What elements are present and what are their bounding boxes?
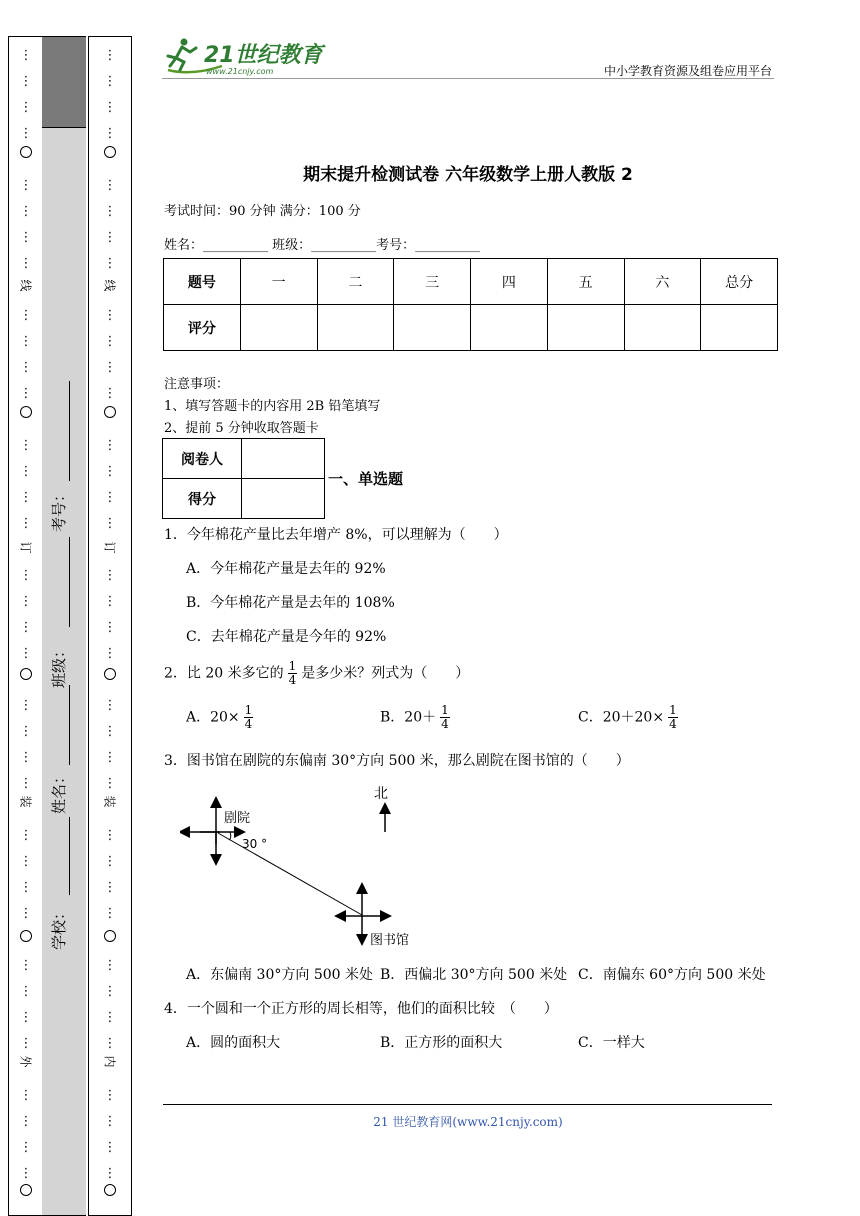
question-4-stem: 4．一个圆和一个正方形的周长相等，他们的面积比较 （ ） [164, 1001, 558, 1017]
outer-binding-strip [8, 36, 44, 1216]
binding-dots: ⋮ [103, 464, 117, 479]
binding-dots: ⋮ [103, 828, 117, 843]
binding-dots: ⋮ [103, 178, 117, 193]
outer-binding-char: 外 [18, 1055, 33, 1068]
question-3-stem: 3．图书馆在剧院的东偏南 30°方向 500 米，那么剧院在图书馆的（ ） [164, 753, 630, 769]
score-table-score-row [164, 305, 778, 351]
score-header-cell: 四 [471, 259, 548, 305]
score-header-cell: 二 [317, 259, 394, 305]
notes-item: 1、填写答题卡的内容用 2B 铅笔填写 [164, 399, 381, 414]
theater-label: 剧院 [224, 811, 251, 826]
binding-dots: ⋮ [103, 1166, 117, 1181]
binding-dots: ⋮ [19, 906, 33, 921]
notes [164, 374, 380, 440]
student-info-line: 姓名：__________ 班级：__________考号：__________ [164, 238, 481, 253]
field-school: 学校： [50, 904, 69, 951]
grader-table [162, 438, 325, 519]
binding-dots: ⋮ [19, 386, 33, 401]
fraction: $\frac{1}{4}$ [669, 703, 677, 731]
binding-dots: ⋮ [103, 230, 117, 245]
binding-dots: ⋮ [103, 906, 117, 921]
binding-dots: ⋮ [19, 750, 33, 765]
binding-dots: ⋮ [103, 100, 117, 115]
question-2-stem-part: 是多少米？列式为（ ） [301, 665, 470, 682]
angle-label: 30 ° [242, 837, 268, 851]
binding-dots: ⋮ [19, 74, 33, 89]
question-1-stem: 1．今年棉花产量比去年增产 8%，可以理解为（ ） [164, 527, 508, 543]
score-cell[interactable] [240, 305, 317, 351]
binding-ring-icon [104, 1184, 116, 1196]
binding-dots: ⋮ [19, 594, 33, 609]
binding-dots: ⋮ [103, 1036, 117, 1051]
footer-text: 21 世纪教育网(www.21cnjy.com) [373, 1115, 563, 1129]
notes-item: 2、提前 5 分钟收取答题卡 [164, 421, 319, 436]
question-1-option-b[interactable]: B．今年棉花产量是去年的 108% [186, 595, 395, 611]
binding-dots: ⋮ [19, 1036, 33, 1051]
question-3-option-b[interactable]: B．西偏北 30°方向 500 米处 [380, 967, 568, 983]
student-info-strip [42, 36, 86, 1216]
binding-dots: ⋮ [19, 308, 33, 323]
binding-dots: ⋮ [103, 1140, 117, 1155]
binding-dots: ⋮ [19, 126, 33, 141]
score-header-cell: 总分 [701, 259, 778, 305]
binding-dots: ⋮ [19, 984, 33, 999]
inner-binding-char: 装 [102, 795, 117, 808]
binding-dots: ⋮ [103, 984, 117, 999]
outer-binding-char: 线 [18, 279, 33, 292]
field-name: 姓名： [50, 768, 69, 815]
binding-ring-icon [20, 406, 32, 418]
binding-dots: ⋮ [19, 1114, 33, 1129]
brand-name: 21世纪教育 [204, 43, 323, 68]
binding-dots: ⋮ [19, 100, 33, 115]
binding-dots: ⋮ [103, 490, 117, 505]
inner-binding-strip [88, 36, 132, 1216]
binding-dots: ⋮ [103, 750, 117, 765]
binding-dots: ⋮ [103, 1114, 117, 1129]
binding-dots: ⋮ [103, 74, 117, 89]
north-label: 北 [374, 786, 388, 802]
fraction: $\frac{1}{4}$ [244, 703, 253, 731]
question-4-option-a[interactable]: A．圆的面积大 [186, 1035, 281, 1051]
connecting-line [218, 833, 362, 915]
binding-dots: ⋮ [103, 854, 117, 869]
binding-dots: ⋮ [19, 880, 33, 895]
binding-dots: ⋮ [19, 1140, 33, 1155]
question-2-stem [164, 660, 469, 687]
binding-dots: ⋮ [19, 776, 33, 791]
binding-dots: ⋮ [19, 698, 33, 713]
score-cell[interactable] [394, 305, 471, 351]
score-table [163, 258, 778, 351]
binding-dots: ⋮ [19, 438, 33, 453]
grader-score-label: 得分 [163, 479, 242, 519]
section-title: 一、单选题 [328, 470, 404, 488]
score-cell[interactable] [317, 305, 394, 351]
question-1-option-a[interactable]: A．今年棉花产量是去年的 92% [186, 561, 386, 577]
binding-dots: ⋮ [19, 464, 33, 479]
binding-dots: ⋮ [103, 724, 117, 739]
binding-dots: ⋮ [19, 620, 33, 635]
outer-binding-char: 装 [18, 795, 33, 808]
header-tagline: 中小学教育资源及组卷应用平台 [603, 64, 772, 78]
binding-dots: ⋮ [19, 178, 33, 193]
footer-divider [163, 1104, 772, 1105]
binding-dots: ⋮ [19, 48, 33, 63]
binding-dots: ⋮ [19, 1088, 33, 1103]
exam-title: 期末提升检测试卷 六年级数学上册人教版 2 [303, 165, 633, 185]
binding-dots: ⋮ [103, 360, 117, 375]
inner-binding-char: 内 [102, 1055, 117, 1068]
binding-dots: ⋮ [19, 256, 33, 271]
field-line [69, 685, 70, 765]
score-cell[interactable] [701, 305, 778, 351]
question-2-option-b[interactable]: B．20＋ $\frac{1}{4}$ [380, 703, 449, 731]
exam-time-score: 考试时间：90 分钟 满分：100 分 [164, 204, 361, 219]
binding-dots: ⋮ [103, 880, 117, 895]
field-line [69, 537, 70, 627]
score-header-cell: 六 [624, 259, 701, 305]
score-cell[interactable] [471, 305, 548, 351]
binding-ring-icon [104, 146, 116, 158]
binding-dots: ⋮ [103, 776, 117, 791]
brand-logo [162, 36, 337, 78]
header-divider [162, 78, 774, 79]
binding-dots: ⋮ [103, 48, 117, 63]
binding-dots: ⋮ [103, 568, 117, 583]
binding-dots: ⋮ [19, 204, 33, 219]
score-cell[interactable] [624, 305, 701, 351]
binding-dots: ⋮ [19, 854, 33, 869]
binding-dots: ⋮ [103, 646, 117, 661]
binding-dots: ⋮ [103, 620, 117, 635]
strip-dark-block [42, 37, 86, 128]
field-exam-number: 考号： [50, 486, 69, 533]
question-2-option-a[interactable]: A．20× $\frac{1}{4}$ [186, 703, 253, 731]
binding-dots: ⋮ [103, 594, 117, 609]
inner-binding-char: 线 [102, 279, 117, 292]
score-header-cell: 五 [547, 259, 624, 305]
outer-binding-char: 订 [18, 541, 33, 554]
binding-dots: ⋮ [19, 490, 33, 505]
angle-arc [229, 832, 231, 840]
field-class: 班级： [50, 642, 69, 689]
binding-dots: ⋮ [19, 828, 33, 843]
binding-ring-icon [20, 930, 32, 942]
score-cell[interactable] [547, 305, 624, 351]
score-table-header-row [164, 259, 778, 305]
library-label: 图书馆 [370, 933, 410, 948]
binding-dots: ⋮ [103, 204, 117, 219]
binding-dots: ⋮ [19, 1010, 33, 1025]
score-row-label: 评分 [164, 305, 241, 351]
question-3-option-c[interactable]: C．南偏东 60°方向 500 米处 [578, 967, 766, 983]
binding-dots: ⋮ [103, 438, 117, 453]
question-2-stem-part: 2．比 20 米多它的 [164, 665, 284, 682]
binding-dots: ⋮ [19, 646, 33, 661]
question-4-option-c[interactable]: C．一样大 [578, 1035, 645, 1051]
binding-dots: ⋮ [103, 126, 117, 141]
binding-dots: ⋮ [103, 256, 117, 271]
binding-dots: ⋮ [103, 386, 117, 401]
binding-dots: ⋮ [103, 1010, 117, 1025]
score-header-cell: 三 [394, 259, 471, 305]
fraction: $\frac{1}{4}$ [288, 659, 297, 687]
binding-ring-icon [20, 146, 32, 158]
grader-score-cell[interactable] [242, 479, 325, 519]
score-header-cell: 一 [240, 259, 317, 305]
binding-dots: ⋮ [103, 1088, 117, 1103]
binding-dots: ⋮ [103, 334, 117, 349]
binding-dots: ⋮ [19, 568, 33, 583]
binding-ring-icon [20, 668, 32, 680]
binding-ring-icon [20, 1184, 32, 1196]
question-2-option-c[interactable]: C．20＋20× $\frac{1}{4}$ [578, 703, 677, 731]
binding-dots: ⋮ [19, 334, 33, 349]
question-3-option-a[interactable]: A．东偏南 30°方向 500 米处 [186, 967, 373, 983]
binding-dots: ⋮ [103, 308, 117, 323]
direction-diagram [180, 780, 440, 952]
binding-dots: ⋮ [103, 698, 117, 713]
notes-title: 注意事项： [164, 377, 230, 392]
fraction: $\frac{1}{4}$ [441, 703, 449, 731]
binding-dots: ⋮ [103, 516, 117, 531]
binding-dots: ⋮ [103, 958, 117, 973]
binding-ring-icon [104, 406, 116, 418]
binding-ring-icon [104, 930, 116, 942]
question-4-option-b[interactable]: B．正方形的面积大 [380, 1035, 503, 1051]
inner-binding-char: 订 [102, 541, 117, 554]
binding-dots: ⋮ [19, 1166, 33, 1181]
question-1-option-c[interactable]: C．去年棉花产量是今年的 92% [186, 629, 387, 645]
grader-reviewer-cell[interactable] [242, 439, 325, 479]
binding-dots: ⋮ [19, 516, 33, 531]
grader-reviewer-label: 阅卷人 [163, 439, 242, 479]
brand-url: www.21cnjy.com [206, 67, 274, 76]
binding-dots: ⋮ [19, 230, 33, 245]
binding-dots: ⋮ [19, 724, 33, 739]
binding-dots: ⋮ [19, 958, 33, 973]
field-line [69, 381, 70, 481]
field-line [69, 817, 70, 895]
binding-ring-icon [104, 668, 116, 680]
score-header-cell: 题号 [164, 259, 241, 305]
binding-dots: ⋮ [19, 360, 33, 375]
